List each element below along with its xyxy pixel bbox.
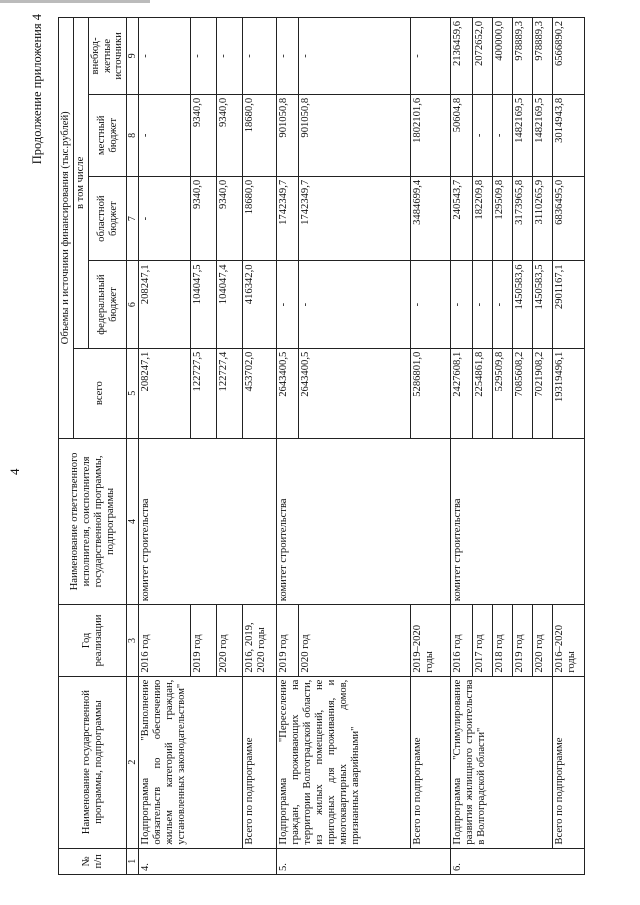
amount-total: 2254861,8 [473, 348, 493, 438]
header-name: Наименование государственной программы, подпрограммы [59, 676, 127, 848]
program-name: Всего по подпрограмме [411, 676, 451, 848]
header-local: местный бюджет [88, 94, 127, 176]
year-cell: 2018 год [493, 605, 513, 676]
amount-loc: - [139, 94, 191, 176]
col-number: 4 [127, 438, 139, 605]
amount-ext: 2072652,0 [473, 18, 493, 95]
year-cell: 2019–2020 годы [411, 605, 451, 676]
year-cell: 2016 год [139, 605, 191, 676]
amount-reg: 6836495,0 [553, 176, 585, 261]
header-funding: Объемы и источники финансирования (тыс.рублей) [59, 18, 74, 439]
amount-fed: - [299, 261, 411, 348]
amount-fed: 2901167,1 [553, 261, 585, 348]
amount-reg: 3484699,4 [411, 176, 451, 261]
amount-ext: 978889,3 [513, 18, 533, 95]
amount-total: 19319496,1 [553, 348, 585, 438]
amount-fed: - [473, 261, 493, 348]
table-row [139, 18, 191, 875]
amount-ext: - [277, 18, 299, 95]
amount-loc: - [493, 94, 513, 176]
executor-cell: комитет строительства [451, 438, 585, 605]
executor-cell: комитет строительства [277, 438, 451, 605]
header-total: всего [73, 348, 126, 438]
amount-fed: - [493, 261, 513, 348]
amount-ext: 6566890,2 [553, 18, 585, 95]
amount-loc: 3014943,8 [553, 94, 585, 176]
page-number: 4 [7, 468, 22, 475]
continuation-label: Продолжение приложения 4 [30, 14, 44, 165]
header-executor: Наименование ответственного исполнителя, соисполнителя государственной программы, подпрограммы [59, 438, 127, 605]
amount-reg: 3173965,8 [513, 176, 533, 261]
amount-total: 208247,1 [139, 348, 191, 438]
col-number: 1 [127, 848, 139, 874]
col-number: 7 [127, 176, 139, 261]
header-federal: федеральный бюджет [88, 261, 127, 348]
amount-total: 2643400,5 [277, 348, 299, 438]
year-cell: 2016, 2019, 2020 годы [243, 605, 277, 676]
amount-ext: - [299, 18, 411, 95]
amount-reg: - [139, 176, 191, 261]
amount-loc: 50604,8 [451, 94, 473, 176]
amount-ext: 400000,0 [493, 18, 513, 95]
col-number: 8 [127, 94, 139, 176]
program-name: Подпрограмма "Переселение граждан, проживающих на территории Волгоградской области, из жилых помещений, не пригодных для проживания, и многоквартирных домов, признанных аварийными" [277, 676, 411, 848]
amount-ext: - [243, 18, 277, 95]
table-row [451, 18, 473, 875]
amount-total: 7021908,2 [533, 348, 553, 438]
year-cell: 2019 год [277, 605, 299, 676]
amount-reg: 129509,8 [493, 176, 513, 261]
header-incl: в том числе [73, 18, 88, 349]
amount-fed: - [277, 261, 299, 348]
col-number: 9 [127, 18, 139, 95]
amount-loc: 901050,8 [277, 94, 299, 176]
amount-total: 529509,8 [493, 348, 513, 438]
amount-total: 122727,4 [217, 348, 243, 438]
amount-ext: 978889,3 [533, 18, 553, 95]
amount-fed: 1450583,6 [513, 261, 533, 348]
year-cell: 2017 год [473, 605, 493, 676]
program-name: Подпрограмма "Выполнение обязательств по обеспечению жильем категорий граждан, установленных законодательством" [139, 676, 243, 848]
header-year: Год реализации [59, 605, 127, 676]
amount-fed: 104047,4 [217, 261, 243, 348]
amount-total: 5286801,0 [411, 348, 451, 438]
amount-total: 122727,5 [191, 348, 217, 438]
amount-reg: 3110265,9 [533, 176, 553, 261]
col-number: 2 [127, 676, 139, 848]
amount-reg: 240543,7 [451, 176, 473, 261]
table-row [277, 18, 299, 875]
funding-table [58, 17, 585, 875]
amount-fed: 416342,0 [243, 261, 277, 348]
amount-fed: - [411, 261, 451, 348]
amount-ext: - [139, 18, 191, 95]
col-number: 3 [127, 605, 139, 676]
row-number: 4. [139, 848, 277, 874]
program-name: Всего по подпрограмме [553, 676, 585, 848]
amount-fed: 1450583,5 [533, 261, 553, 348]
row-number: 5. [277, 848, 451, 874]
amount-reg: 18680,0 [243, 176, 277, 261]
row-number: 6. [451, 848, 585, 874]
amount-loc: 1482169,5 [533, 94, 553, 176]
program-name: Подпрограмма "Стимулирование развития жилищного строительства в Волгоградской области" [451, 676, 553, 848]
amount-total: 453702,0 [243, 348, 277, 438]
amount-ext: - [191, 18, 217, 95]
year-cell: 2019 год [513, 605, 533, 676]
amount-reg: 9340,0 [191, 176, 217, 261]
amount-total: 7085608,2 [513, 348, 533, 438]
executor-cell: комитет строительства [139, 438, 277, 605]
amount-loc: - [473, 94, 493, 176]
header-regional: областной бюджет [88, 176, 127, 261]
amount-loc: 18680,0 [243, 94, 277, 176]
amount-ext: - [411, 18, 451, 95]
year-cell: 2020 год [533, 605, 553, 676]
col-number: 5 [127, 348, 139, 438]
amount-ext: 2136459,6 [451, 18, 473, 95]
amount-reg: 9340,0 [217, 176, 243, 261]
amount-loc: 1482169,5 [513, 94, 533, 176]
year-cell: 2020 год [299, 605, 411, 676]
year-cell: 2016–2020 годы [553, 605, 585, 676]
amount-loc: 9340,0 [217, 94, 243, 176]
amount-fed: - [451, 261, 473, 348]
amount-reg: 1742349,7 [277, 176, 299, 261]
amount-loc: 901050,8 [299, 94, 411, 176]
amount-total: 2427608,1 [451, 348, 473, 438]
year-cell: 2019 год [191, 605, 217, 676]
program-name: Всего по подпрограмме [243, 676, 277, 848]
year-cell: 2016 год [451, 605, 473, 676]
header-no: № п/п [59, 848, 127, 874]
col-number: 6 [127, 261, 139, 348]
amount-fed: 104047,5 [191, 261, 217, 348]
year-cell: 2020 год [217, 605, 243, 676]
amount-total: 2643400,5 [299, 348, 411, 438]
amount-loc: 9340,0 [191, 94, 217, 176]
header-extra: внебюд-жетные источники [88, 18, 127, 95]
amount-ext: - [217, 18, 243, 95]
amount-loc: 1802101,6 [411, 94, 451, 176]
amount-reg: 182209,8 [473, 176, 493, 261]
amount-fed: 208247,1 [139, 261, 191, 348]
amount-reg: 1742349,7 [299, 176, 411, 261]
